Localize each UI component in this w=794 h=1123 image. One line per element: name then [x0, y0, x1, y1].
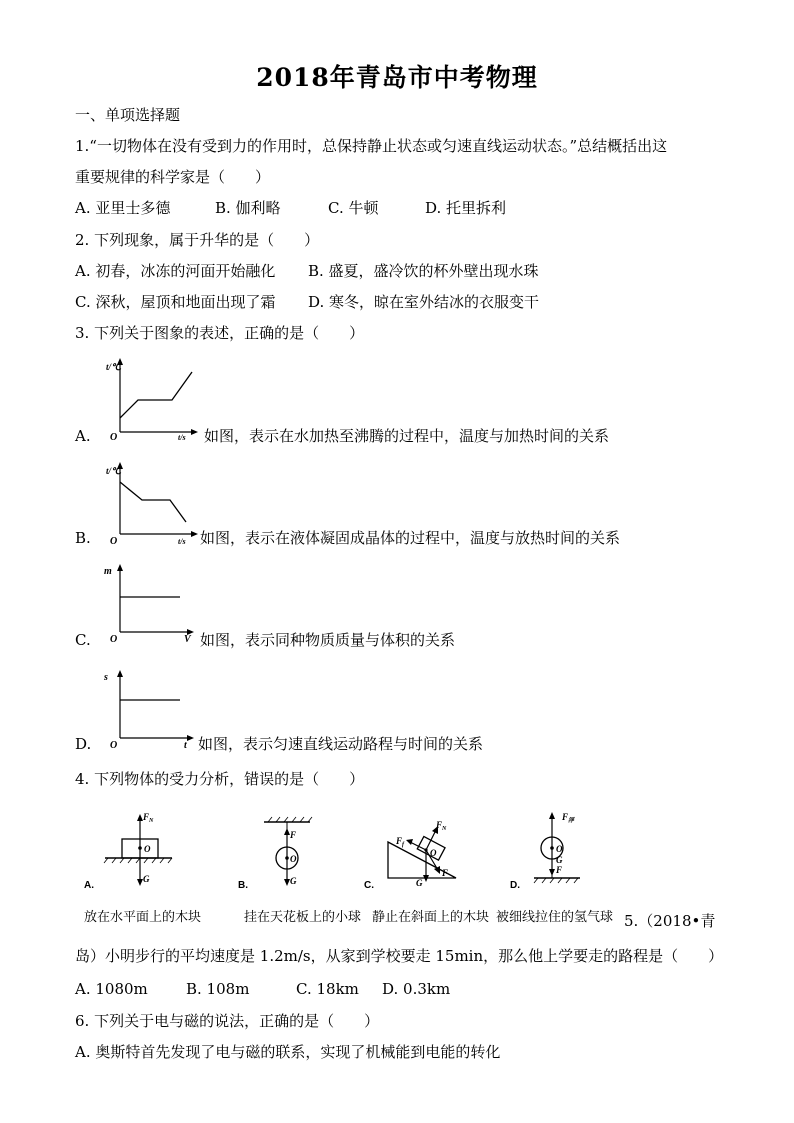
- q4a-label: A.: [84, 880, 94, 891]
- q3-b-ylabel: t/℃: [106, 466, 122, 476]
- q3-a-ylabel: t/℃: [106, 362, 122, 372]
- q3-b-xlabel: t/s: [178, 537, 186, 544]
- q4-caption-c: 静止在斜面上的木块: [372, 910, 490, 925]
- q2-option-d: D. 寒冬，晾在室外结冰的衣服变干: [308, 293, 540, 311]
- q2-option-a: A. 初春，冰冻的河面开始融化: [75, 262, 276, 280]
- q3-option-d-text: 如图，表示匀速直线运动路程与时间的关系: [198, 735, 484, 753]
- q3-c-ylabel: m: [104, 566, 112, 577]
- q4b-f-label: F: [290, 830, 297, 840]
- q3-c-origin: O: [110, 634, 118, 645]
- svg-text:F浮: [561, 812, 575, 824]
- q4d-ffloat-label: F: [562, 812, 569, 822]
- q5-stem-start: 5.（2018•青: [624, 912, 716, 930]
- section-heading: 一、单项选择题: [75, 106, 181, 124]
- q4b-label: B.: [238, 880, 248, 891]
- q5-option-c: C. 18km: [296, 980, 359, 998]
- q4d-o-label: O: [556, 844, 563, 854]
- q4b-o-label: O: [290, 854, 297, 864]
- q4-figure-c: [360, 806, 470, 898]
- q3-option-c-label: C.: [75, 631, 91, 649]
- q3-stem: 3. 下列关于图象的表述，正确的是（ ）: [75, 324, 365, 342]
- q2-stem: 2. 下列现象，属于升华的是（ ）: [75, 231, 320, 249]
- svg-text:FN: [142, 812, 154, 824]
- page-title: 2018年青岛市中考物理: [256, 63, 538, 92]
- q1-stem-line2: 重要规律的科学家是（ ）: [75, 168, 271, 186]
- q4-figure-b: [232, 806, 322, 898]
- q4c-fn-sub: N: [442, 826, 447, 832]
- q3-option-b-label: B.: [75, 529, 91, 547]
- q4d-f-label: F: [556, 865, 563, 875]
- q4a-fn-label: F: [143, 812, 150, 822]
- q5-option-a: A. 1080m: [75, 980, 148, 998]
- q3-b-origin: O: [110, 536, 118, 544]
- q4a-fn-sub: N: [149, 818, 154, 824]
- q4d-g-label: G: [556, 855, 563, 865]
- q3-option-d-label: D.: [75, 735, 92, 753]
- q3-graph-c: [100, 562, 200, 646]
- q3-option-c-text: 如图，表示同种物质质量与体积的关系: [200, 631, 456, 649]
- q4d-label: D.: [510, 880, 520, 891]
- q3-d-origin: O: [110, 740, 118, 751]
- q1-option-c: C. 牛顿: [328, 199, 379, 217]
- q4c-g-label: G: [416, 878, 423, 888]
- q6-option-a: A. 奥斯特首先发现了电与磁的联系，实现了机械能到电能的转化: [75, 1043, 501, 1061]
- q4c-ff-label: F: [396, 836, 403, 846]
- q3-option-b-text: 如图，表示在液体凝固成晶体的过程中，温度与放热时间的关系: [200, 529, 621, 547]
- q4a-o-label: O: [144, 844, 151, 854]
- q4-stem: 4. 下列物体的受力分析，错误的是（ ）: [75, 770, 365, 788]
- q3-graph-d: [100, 668, 200, 752]
- q4c-ff-sub: f: [402, 842, 405, 848]
- q4c-o-label: O: [430, 848, 437, 858]
- q5-stem-line2: 岛）小明步行的平均速度是 1.2m/s，从家到学校要走 15min，那么他上学要走的路程是（ ）: [75, 947, 724, 965]
- q2-option-c: C. 深秋，屋顶和地面出现了霜: [75, 293, 276, 311]
- q6-stem: 6. 下列关于电与磁的说法，正确的是（ ）: [75, 1012, 380, 1030]
- q4c-fn-label: F: [436, 820, 443, 830]
- q3-graph-a: [100, 356, 200, 440]
- q3-c-xlabel: V: [184, 634, 191, 645]
- q2-option-b: B. 盛夏，盛冷饮的杯外壁出现水珠: [308, 262, 539, 280]
- q4a-g-label: G: [143, 874, 150, 884]
- q3-a-xlabel: t/s: [178, 433, 186, 440]
- q4b-g-label: G: [290, 876, 297, 886]
- q1-option-a: A. 亚里士多德: [75, 199, 171, 217]
- q4-caption-d: 被细线拉住的氢气球: [496, 910, 614, 925]
- q4-caption-b: 挂在天花板上的小球: [244, 910, 362, 925]
- q4-caption-a: 放在水平面上的木块: [84, 910, 202, 925]
- q3-option-a-label: A.: [75, 427, 91, 445]
- q3-d-xlabel: t: [184, 740, 187, 751]
- q1-stem-line1: 1.“一切物体在没有受到力的作用时，总保持静止状态或匀速直线运动状态。”总结概括出这: [75, 137, 668, 155]
- q5-option-b: B. 108m: [186, 980, 250, 998]
- q3-a-origin: O: [110, 432, 118, 440]
- q3-d-ylabel: s: [104, 672, 108, 683]
- q1-option-b: B. 伽利略: [215, 199, 281, 217]
- q4d-ffloat-sub: 浮: [568, 818, 575, 824]
- q4-figure-a: [80, 806, 190, 898]
- q3-graph-b: [100, 460, 200, 544]
- q3-option-a-text: 如图，表示在水加热至沸腾的过程中，温度与加热时间的关系: [204, 427, 610, 445]
- q1-option-d: D. 托里拆利: [425, 199, 507, 217]
- q4-figure-d: [504, 806, 614, 898]
- q4c-f-label: F: [442, 868, 449, 878]
- q4c-label: C.: [364, 880, 374, 891]
- q5-option-d: D. 0.3km: [382, 980, 451, 998]
